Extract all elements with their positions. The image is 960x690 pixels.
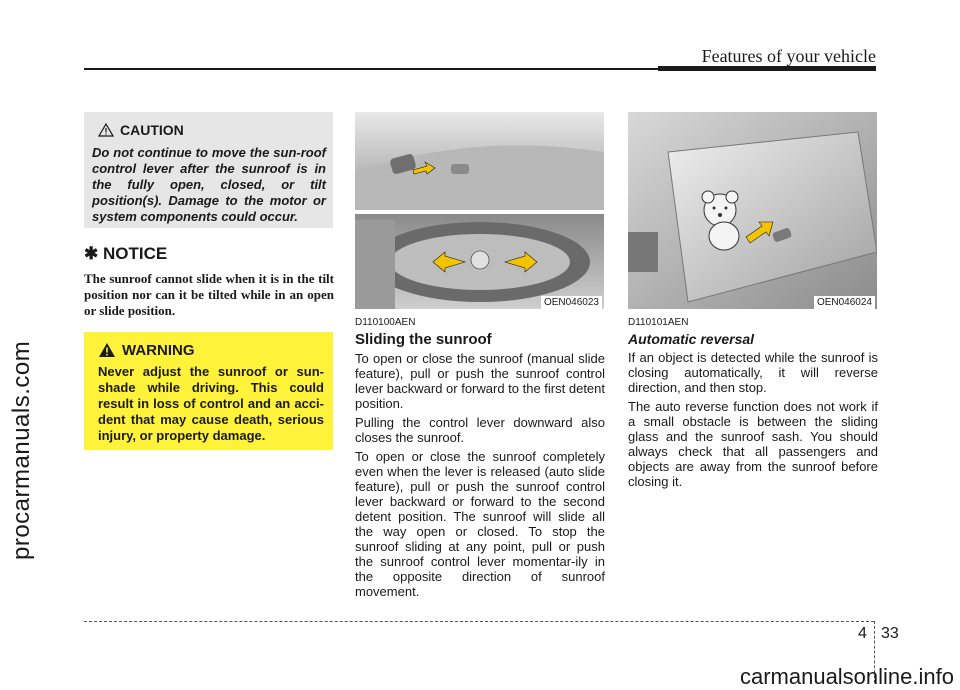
section-paragraph: The auto reverse function does not work if a small obstacle is between the sliding glass and the sunroof sash. You should always check that all passengers and objects are away from the sunroof before closing it. [628, 399, 878, 489]
sunroof-lever-illustration [355, 112, 604, 309]
bottom-watermark: carmanualsonline.info [739, 664, 954, 689]
warning-heading [98, 342, 195, 359]
chapter-number: 4 [858, 625, 867, 642]
warning-triangle-icon [98, 123, 114, 137]
section-paragraph: To open or close the sunroof completely even when the lever is released (auto slide feature), pull or push the sunroof control lever backward or forward to the second detent position. The sunroof will slide all the way open or closed. To stop the sunroof sliding at any point, pull or push the sunroof control lever momentar-ily in the opposite direction of sunroof movement. [355, 449, 605, 599]
figure-caption: OEN046024 [814, 296, 875, 309]
notice-text: The sunroof cannot slide when it is in the tilt position nor can it be tilted while in an open or slide position. [84, 271, 334, 318]
section-paragraph: To open or close the sunroof (manual slide feature), pull or push the sunroof control lever backward or forward to the first detent position. [355, 351, 606, 411]
notice-heading: ✱ NOTICE [84, 244, 168, 263]
sunroof-lever-photo [355, 112, 604, 309]
header-rule-accent [658, 66, 876, 71]
section-paragraph: Pulling the control lever downward also closes the sunroof. [355, 415, 605, 445]
section-code: D110100AEN [355, 317, 416, 328]
warning-heading-label: WARNING [122, 342, 195, 359]
caution-text: Do not continue to move the sun-roof control lever after the sunroof is in the fully open, closed, or tilt position(s). Damage to the motor or system components could occur. [92, 145, 326, 224]
section-paragraph: If an object is detected while the sunroof is closing automatically, it will reverse direction, and then stop. [628, 350, 878, 395]
warning-box [84, 332, 333, 450]
sunroof-reversal-photo [628, 112, 877, 309]
section-sliding-sunroof [355, 317, 605, 599]
page-header-title: Features of your vehicle [701, 46, 876, 66]
warning-text: Never adjust the sunroof or sun-shade while driving. This could result in loss of control and an acci-dent that may cause death, serious injury, or property damage. [98, 364, 324, 443]
sunroof-reversal-illustration [628, 112, 877, 309]
section-code: D110101AEN [628, 317, 689, 328]
section-automatic-reversal [628, 317, 878, 489]
side-watermark: procarmanuals.com [8, 340, 35, 560]
caution-heading-label: CAUTION [120, 122, 184, 138]
caution-box [84, 112, 333, 228]
figure-caption: OEN046023 [541, 296, 602, 309]
caution-heading [98, 122, 184, 138]
footer-rule [84, 621, 874, 622]
page-number: 33 [881, 625, 899, 642]
warning-triangle-icon [98, 342, 116, 358]
section-title: Sliding the sunroof [355, 331, 492, 348]
section-title: Automatic reversal [628, 331, 755, 347]
